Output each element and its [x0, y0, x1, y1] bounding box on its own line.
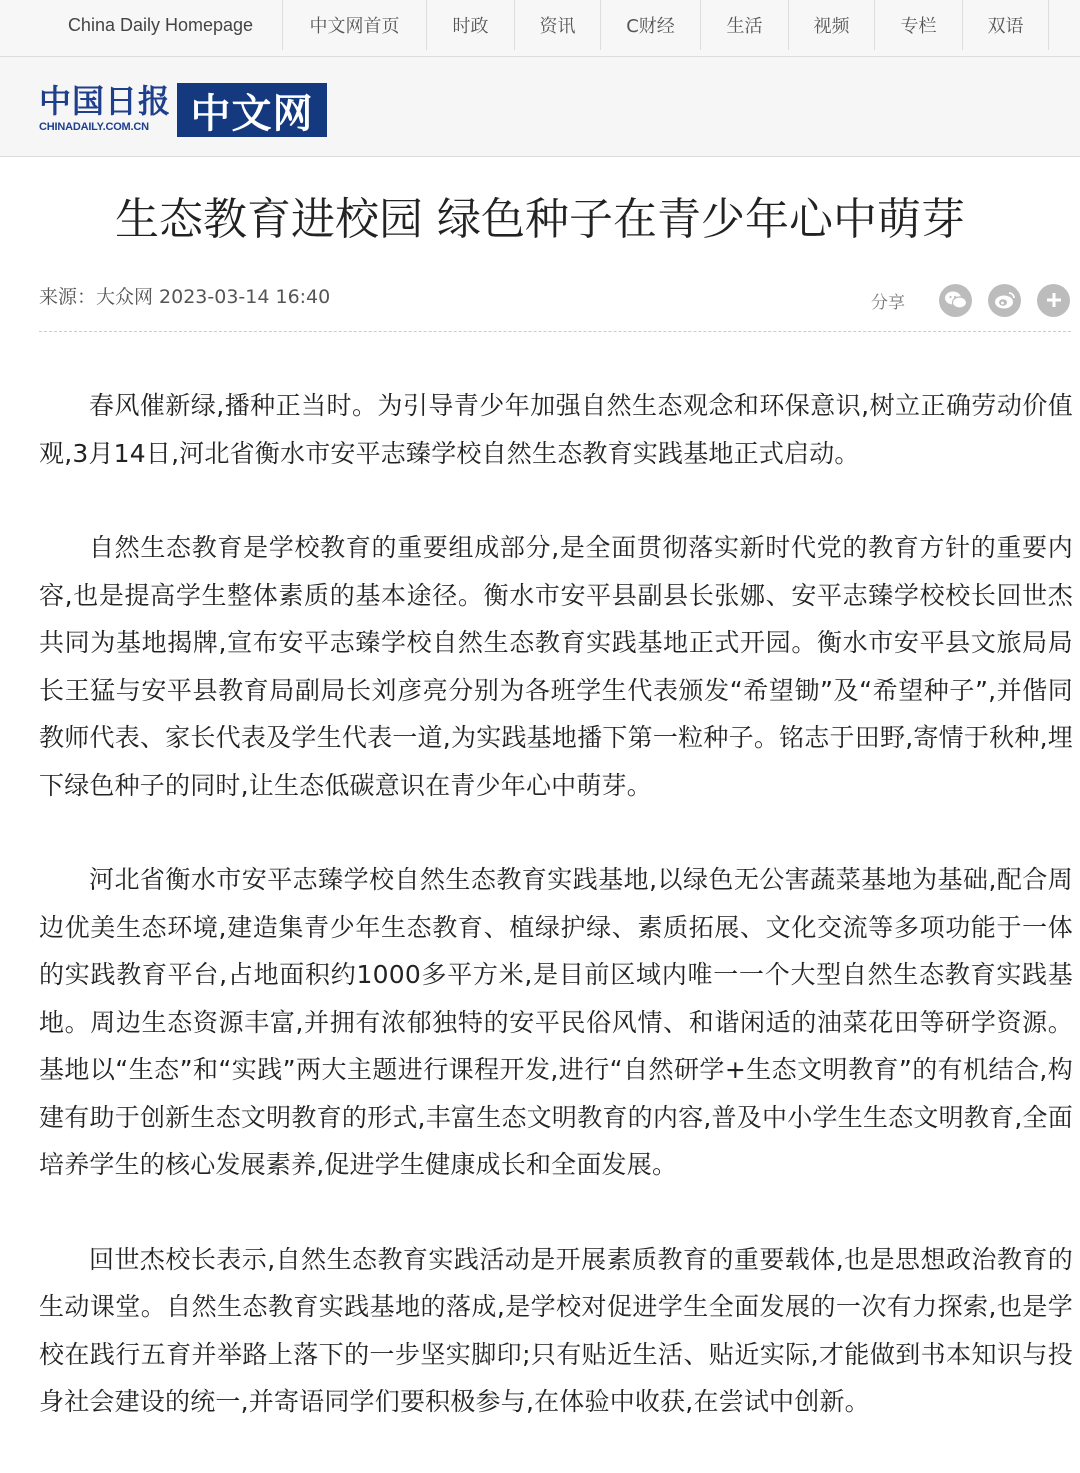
logo-chinese-site: 中文网 [177, 83, 327, 137]
article-body [39, 382, 1073, 1473]
article-paragraph: 自然生态教育是学校教育的重要组成部分,是全面贯彻落实新时代党的教育方针的重要内容,也是提高学生整体素质的基本途径。衡水市安平县副县长张娜、安平志臻学校校长回世杰共同为基地揭牌,宣布安平志臻学校自然生态教育实践基地正式开园。衡水市安平县文旅局局长王猛与安平县教育局副局长刘彦亮分别为各班学生代表颁发“希望锄”及“希望种子”,并偕同教师代表、家长代表及学生代表一道,为实践基地播下第一粒种子。铭志于田野,寄情于秋种,埋下绿色种子的同时,让生态低碳意识在青少年心中萌芽。 [39, 533, 1073, 800]
top-navigation [0, 0, 1080, 57]
article-paragraph: 春风催新绿,播种正当时。为引导青少年加强自然生态观念和环保意识,树立正确劳动价值观,3月14日,河北省衡水市安平志臻学校自然生态教育实践基地正式启动。 [39, 391, 1073, 468]
weibo-icon [993, 290, 1017, 310]
plus-icon [1045, 291, 1063, 309]
nav-item-chinese-homepage[interactable]: 中文网首页 [283, 0, 427, 50]
wechat-share-button[interactable] [939, 284, 972, 317]
logo-chinese-name: 中国日报 [39, 82, 172, 120]
more-share-button[interactable] [1037, 284, 1070, 317]
logo-band [0, 57, 1080, 157]
nav-item-video[interactable]: 视频 [789, 0, 875, 50]
meta-divider [39, 331, 1071, 332]
article-title: 生态教育进校园 绿色种子在青少年心中萌芽 [115, 194, 965, 245]
nav-item-politics[interactable]: 时政 [427, 0, 515, 50]
nav-item-china-daily-homepage[interactable]: China Daily Homepage [39, 0, 283, 50]
wechat-icon [944, 290, 968, 310]
nav-item-life[interactable]: 生活 [701, 0, 789, 50]
article-paragraph: 回世杰校长表示,自然生态教育实践活动是开展素质教育的重要载体,也是思想政治教育的生动课堂。自然生态教育实践基地的落成,是学校对促进学生全面发展的一次有力探索,也是学校在践行五育并举路上落下的一步坚实脚印;只有贴近生活、贴近实际,才能做到书本知识与投身社会建设的统一,并寄语同学们要积极参与,在体验中收获,在尝试中创新。 [39, 1244, 1073, 1416]
share-label: 分享 [871, 292, 905, 313]
nav-item-bilingual[interactable]: 双语 [963, 0, 1049, 50]
nav-item-finance[interactable]: C财经 [601, 0, 701, 50]
nav-item-columns[interactable]: 专栏 [875, 0, 963, 50]
article-paragraph: 河北省衡水市安平志臻学校自然生态教育实践基地,以绿色无公害蔬菜基地为基础,配合周边优美生态环境,建造集青少年生态教育、植绿护绿、素质拓展、文化交流等多项功能于一体的实践教育平台,占地面积约1000多平方米,是目前区域内唯一一个大型自然生态教育实践基地。周边生态资源丰富,并拥有浓郁独特的安平民俗风情、和谐闲适的油菜花田等研学资源。基地以“生态”和“实践”两大主题进行课程开发,进行“自然研学+生态文明教育”的有机结合,构建有助于创新生态文明教育的形式,丰富生态文明教育的内容,普及中小学生生态文明教育,全面培养学生的核心发展素养,促进学生健康成长和全面发展。 [39, 865, 1073, 1179]
logo-china-daily [39, 83, 173, 137]
weibo-share-button[interactable] [988, 284, 1021, 317]
article-datetime: 2023-03-14 16:40 [159, 286, 331, 308]
site-logo[interactable] [39, 83, 327, 137]
share-bar [871, 283, 1070, 317]
article-meta [39, 283, 330, 311]
nav-item-news[interactable]: 资讯 [515, 0, 601, 50]
nav-list [39, 0, 1049, 56]
logo-domain: CHINADAILY.COM.CN [39, 121, 149, 133]
article-source: 来源：大众网 [39, 286, 154, 308]
